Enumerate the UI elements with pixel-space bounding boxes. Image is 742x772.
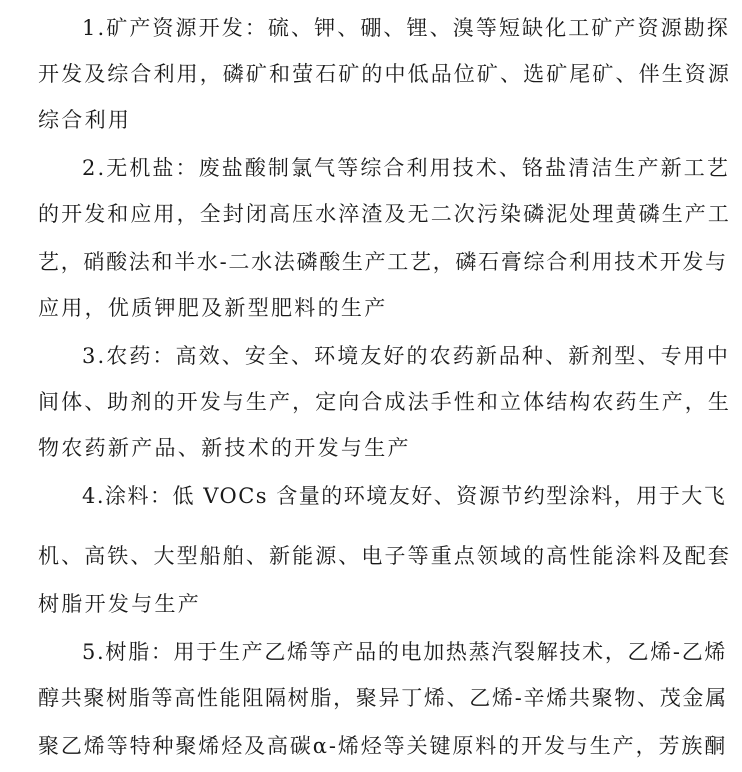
item-2-line-3: 艺，硝酸法和半水-二水法磷酸生产工艺，磷石膏综合利用技术开发与 [38,250,728,274]
item-1-line-2: 开发及综合利用，磷矿和萤石矿的中低品位矿、选矿尾矿、伴生资源 [38,62,731,86]
item-4-line-1: 4.涂料：低 VOCs 含量的环境友好、资源节约型涂料，用于大飞 [82,484,727,508]
item-5-line-2: 醇共聚树脂等高性能阻隔树脂，聚异丁烯、乙烯-辛烯共聚物、茂金属 [38,686,728,710]
item-2-line-2: 的开发和应用，全封闭高压水淬渣及无二次污染磷泥处理黄磷生产工 [38,202,731,226]
item-4-line-3: 树脂开发与生产 [38,592,202,616]
item-1-line-3: 综合利用 [38,108,132,132]
item-4-line-2: 机、高铁、大型船舶、新能源、电子等重点领域的高性能涂料及配套 [38,544,731,568]
item-5-line-1: 5.树脂：用于生产乙烯等产品的电加热蒸汽裂解技术，乙烯-乙烯 [82,640,728,664]
item-3-line-1: 3.农药：高效、安全、环境友好的农药新品种、新剂型、专用中 [82,344,730,368]
item-2-line-4: 应用，优质钾肥及新型肥料的生产 [38,296,388,320]
item-2-line-1: 2.无机盐：废盐酸制氯气等综合利用技术、铬盐清洁生产新工艺 [82,156,730,180]
item-1-line-1: 1.矿产资源开发：硫、钾、硼、锂、溴等短缺化工矿产资源勘探 [82,16,730,40]
item-3-line-3: 物农药新产品、新技术的开发与生产 [38,436,411,460]
item-5-line-3: 聚乙烯等特种聚烯烃及高碳α-烯烃等关键原料的开发与生产，芳族酮 [38,734,728,758]
item-3-line-2: 间体、助剂的开发与生产，定向合成法手性和立体结构农药生产，生 [38,390,731,414]
